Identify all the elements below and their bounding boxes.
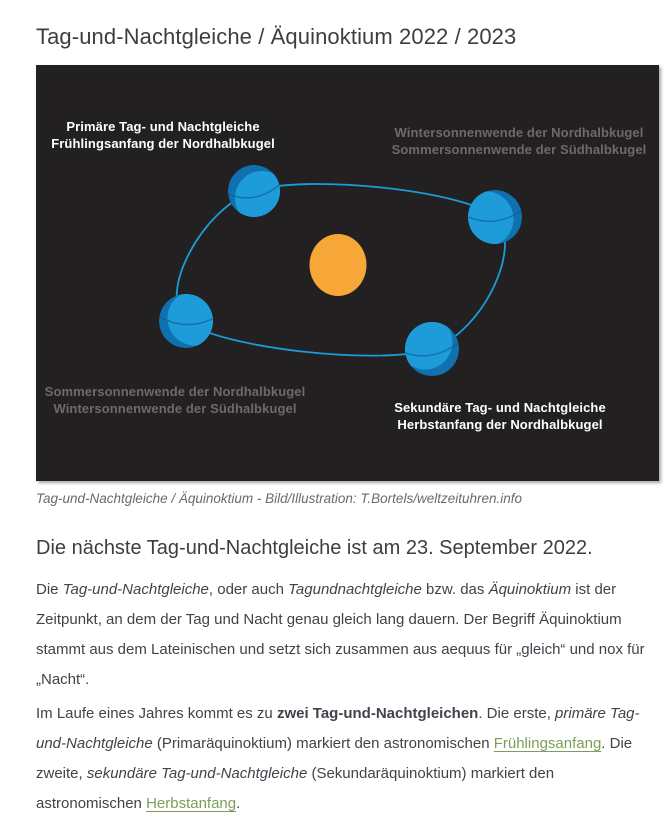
text-run-italic: primäre Tag-und-Nachtgleiche — [36, 705, 640, 753]
page-title: Tag-und-Nachtgleiche / Äquinoktium 2022 / 2023 — [36, 24, 517, 49]
text-run-italic: Tag-und-Nachtgleiche — [62, 581, 209, 599]
next-equinox-heading: Die nächste Tag-und-Nachtgleiche ist am 23. September 2022. — [36, 537, 593, 560]
text-run: . Die erste, — [478, 705, 556, 723]
text-run-italic: Äquinoktium — [488, 581, 572, 599]
sun-icon — [310, 234, 367, 296]
text-run: Die — [36, 581, 63, 599]
label-winter-solstice-line2: Sommersonnenwende der Südhalbkugel — [391, 142, 647, 158]
image-caption: Tag-und-Nachtgleiche / Äquinoktium - Bild/Illustration: T.Bortels/weltzeituhren.info — [36, 491, 522, 507]
fruehlingsanfang-link[interactable]: Frühlingsanfang — [493, 735, 602, 753]
equinox-illustration — [36, 65, 659, 481]
text-run: (Sekundaräquinoktium) markiert den astronomischen — [36, 765, 555, 813]
paragraph-definition — [36, 575, 659, 695]
text-run-bold: zwei Tag-und-Nachtgleichen — [276, 705, 479, 723]
label-secondary-equinox-line1: Sekundäre Tag- und Nachtgleiche — [394, 400, 606, 416]
label-secondary-equinox-line2: Herbstanfang der Nordhalbkugel — [397, 417, 603, 433]
label-winter-solstice-line1: Wintersonnenwende der Nordhalbkugel — [394, 125, 644, 141]
paragraph-two-equinoxes — [36, 699, 659, 819]
text-run: (Primaräquinoktium) markiert den astronomischen — [152, 735, 494, 753]
text-run: ist der Zeitpunkt, an dem der Tag und Nacht genau gleich lang dauern. Der Begriff Äquinoktium stammt aus dem Lateinischen und setzt sich zusammen aus aequus für „gleich“ und nox für „Nacht“. — [36, 581, 645, 689]
label-primary-equinox-line1: Primäre Tag- und Nachtgleiche — [66, 119, 260, 135]
text-run-italic: sekundäre Tag-und-Nachtgleiche — [86, 765, 308, 783]
text-run: Im Laufe eines Jahres kommt es zu — [36, 705, 277, 723]
text-run: bzw. das — [421, 581, 489, 599]
label-summer-solstice-line1: Sommersonnenwende der Nordhalbkugel — [44, 384, 306, 400]
text-run: . — [236, 795, 241, 813]
text-run: , oder auch — [208, 581, 289, 599]
article — [36, 24, 659, 819]
orbit-diagram — [36, 65, 659, 481]
label-summer-solstice-line2: Wintersonnenwende der Südhalbkugel — [53, 401, 297, 417]
text-run: . Die zweite, — [36, 735, 633, 783]
label-primary-equinox-line2: Frühlingsanfang der Nordhalbkugel — [51, 136, 275, 152]
equinox-figure — [36, 65, 659, 508]
text-run-italic: Tagundnachtgleiche — [288, 581, 422, 599]
herbstanfang-link[interactable]: Herbstanfang — [146, 795, 237, 813]
